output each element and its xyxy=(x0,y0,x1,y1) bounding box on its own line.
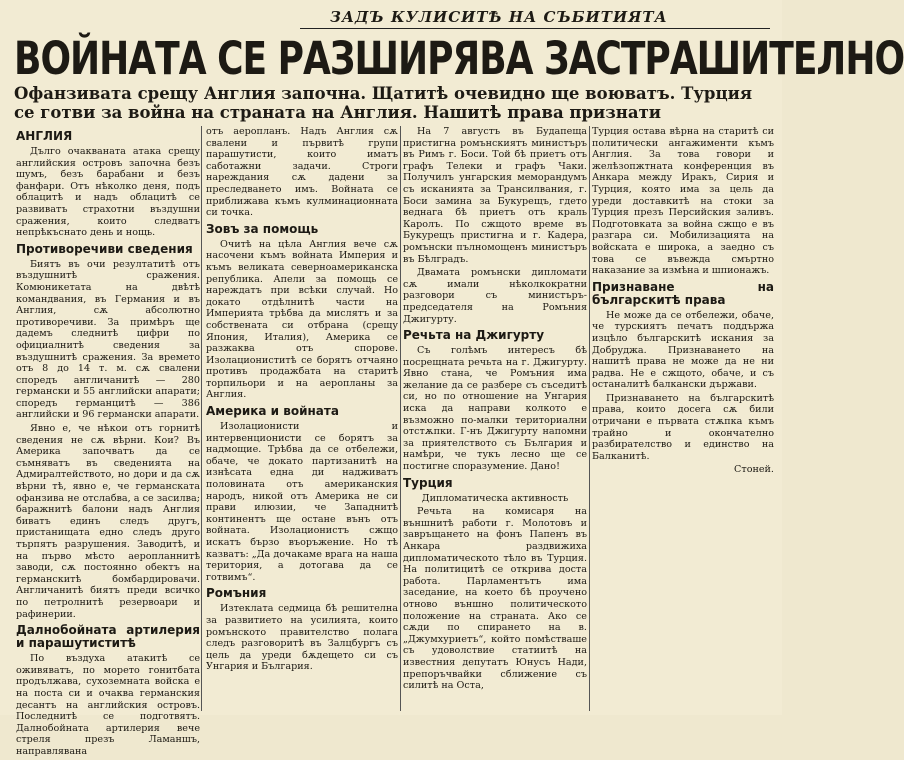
section-heading-artillery: Далнобойната артилерия и парашутиститѣ xyxy=(16,623,200,651)
paragraph: Турция остава вѣрна на старитѣ си политически ангажименти къмъ Англия. За това говори и желѣзопжтната конференция въ Анкара между Иракъ, Сирия и Турция, която има за цель да уреди доставкитѣ на стоки за Турция презъ Персийския заливъ. Подготовката за война сжщо е въ разгара си. Мобилизацията на войската е широка, а заедно съ това се въвежда смъртно наказание за измѣна и шпионажъ. xyxy=(592,126,774,277)
paragraph: Биятъ въ очи резултатитѣ отъ въздушнитѣ сражения. Комюникетата на двѣтѣ командвания, въ Германия и въ Англия, сѫ абсолютно противоречиви. За примѣръ ще дадемъ следнитѣ цифри по официалнитѣ сведения за въздушнитѣ сражения. За времето отъ 8 до 14 т. м. сѫ свалени споредъ англичанитѣ — 280 германски и 55 английски апарати; споредъ германцитѣ — 386 английски и 96 германски апарати. xyxy=(16,258,200,421)
column-2 xyxy=(206,126,398,675)
column-4 xyxy=(592,126,774,478)
paragraph: Очитѣ на цѣла Англия вече сѫ насочени къмъ войната Империя и къмъ великата северноамериканска република. Апели за помощь се нареждатъ при всѣки случай. Но докато отдѣлнитѣ части на Империята трѣбва да мислятъ и за собствената си отбрана (срещу Япония, Италия), Америка се разжаква отъ спорове. Изолациониститѣ се борятъ отчаяно противъ продажбата на старитѣ торпильори и на аеропланы за Англия. xyxy=(206,238,398,401)
paragraph: Изтеклата седмица бѣ решителна за развитието на усилията, които ромънското правителство полага следъ разговоритѣ въ Залцбургъ съ цель да уреди бѫдещето си съ Унгария и България. xyxy=(206,603,398,673)
section-heading-call-for-help: Зовъ за помощь xyxy=(206,221,319,236)
section-kicker: ЗАДЪ КУЛИСИТѢ НА СЪБИТИЯТА xyxy=(330,8,668,26)
paragraph: отъ аеропланъ. Надъ Англия сѫ свалени и първитѣ групи парашутисти, които иматъ саботажни задачи. Строги нареждания сѫ дадени за преследването имъ. Войната се приближава къмъ кулминационната си точка. xyxy=(206,126,398,219)
paragraph: Дълго очакваната атака срещу английския островъ започна безъ шумъ, безъ барабани и безъ фанфари. Отъ нѣколко деня, подъ облацитѣ и надъ облацитѣ се развиватъ страхотни въздушни сражения, които следватъ непрѣкъснато день и нощь. xyxy=(16,146,200,239)
section-heading-america: Америка и войната xyxy=(206,404,339,419)
paragraph: Съ голѣмъ интересъ бѣ посрещната речьта на г. Джигурту. Явно стана, че Ромъния има желание да се разбере съ съседитѣ си, но по отношение на Унгария иска да направи колкото е възможно по-малки териториални отстѫпки. Г-нъ Джигурту напомни за приятелството съ България и намѣри, че тукъ лесно ще се постигне споразумение. Дано! xyxy=(403,345,587,473)
headline: ВОЙНАТА СЕ РАЗШИРЯВА ЗАСТРАШИТЕЛНО xyxy=(14,34,904,86)
column-divider xyxy=(201,126,202,711)
subsection-heading: Дипломатическа активность xyxy=(421,492,569,504)
section-heading-rights: Признаване на българскитѣ права xyxy=(592,279,774,307)
paragraph: Явно е, че нѣкои отъ горнитѣ сведения не сѫ вѣрни. Кои? Въ Америка започватъ да се съмняватъ въ сведенията на Адмиралтейството, но дори и да сѫ вѣрни тѣ, явно е, че германската офанзива не отслабва, а се засилва; баражнитѣ балони надъ Англия биватъ единъ следъ другъ, пристанищата едно следъ друго търпятъ разрушения. Заводитѣ, и на първо мѣсто аеропланнитѣ заводи, сѫ постоянно обектъ на германскитѣ бомбардировачи. Англичанитѣ биятъ преди всичко по петролнитѣ резервоари и рафинерии. xyxy=(16,423,200,620)
section-heading-romania: Ромъния xyxy=(206,586,267,601)
paragraph: Двамата ромънски дипломати сѫ имали нѣколкократни разговори съ министъръ-председателя на Ромъния Джигурту. xyxy=(403,267,587,325)
column-3 xyxy=(403,126,587,694)
kicker-rule xyxy=(300,28,770,29)
subheadline: Офанзивата срещу Англия започна. Щатитѣ очевидно ще воюватъ. Турция се готви за война на страната на Англия. Нашитѣ права признати xyxy=(14,84,753,122)
section-heading-england: АНГЛИЯ xyxy=(16,129,73,143)
section-heading-speech: Речьта на Джигурту xyxy=(403,328,545,343)
column-1 xyxy=(16,126,200,760)
column-divider xyxy=(589,126,590,711)
section-heading-contradictory: Противоречиви сведения xyxy=(16,241,193,256)
paragraph: Не може да се отбележи, обаче, че турскиятъ печатъ поддържа изцѣло българскитѣ искания за Добруджа. Признаването на нашитѣ права не може да не ни радва. Не е сжщото, обаче, и съ останалитѣ балкански държави. xyxy=(592,309,774,391)
paragraph: По въздуха атакитѣ се оживяватъ, по морето гонитбата продължава, сухоземната войска е на поста си и очаква германския десантъ на английския островъ. Последнитѣ се подготвятъ. Далнобойната артилерия вече стреля презъ Ламаншъ, направлявана xyxy=(16,653,200,757)
paragraph: Речьта на комисаря на външнитѣ работи г. Молотовъ и завръщането на фонъ Папенъ въ Анкара раздвижиха дипломатическото тѣло въ Турция. На политицитѣ се открива доста работа. Парламентътъ има заседание, на което бѣ проучено отново външно политическото положение на страната. Ако се сѫди по спирането на в. „Джумхуриетъ“, който помѣстваше съ удоволствие статиитѣ на известния депутатъ Юнусъ Нади, препоръчвайки сближение съ силитѣ на Оста, xyxy=(403,506,587,692)
section-heading-turkey: Турция xyxy=(403,475,453,490)
paragraph: Признаването на българскитѣ права, които досега сѫ били отричани е първата стѫпка къмъ трайно и окончателно разбирателство и единство на Балканитѣ. xyxy=(592,392,774,462)
column-divider xyxy=(400,126,401,711)
author-signature: Стоней. xyxy=(734,464,774,476)
paragraph: На 7 августъ въ Будапеща пристигна ромънскиятъ министъръ въ Римъ г. Боси. Той бѣ приетъ отъ графъ Телеки и графъ Чаки. Получилъ унгарския меморандумъ съ исканията за Трансилвания, г. Боси замина за Букурещъ, гдето веднага бѣ приетъ отъ краль Каролъ. По сжщото време въ Букурещъ пристигна и г. Кадера, ромънски пълномощенъ министъръ въ Бѣлградъ. xyxy=(403,126,587,265)
paragraph: Изолационисти и интервенционисти се борятъ за надмощие. Трѣбва да се отбележи, обаче, че докато партизанитѣ на изнѣсата една ди надживатъ половината отъ американския народъ, никой отъ Америка не си прави илюзии, че Западнитѣ континентъ ще остане вънъ отъ войната. Изолационистъ сжщо искатъ бързо въоръжение. Но тѣ казватъ: „Да дочакаме врага на наша територия, а дотогава да се готвимъ“. xyxy=(206,421,398,583)
